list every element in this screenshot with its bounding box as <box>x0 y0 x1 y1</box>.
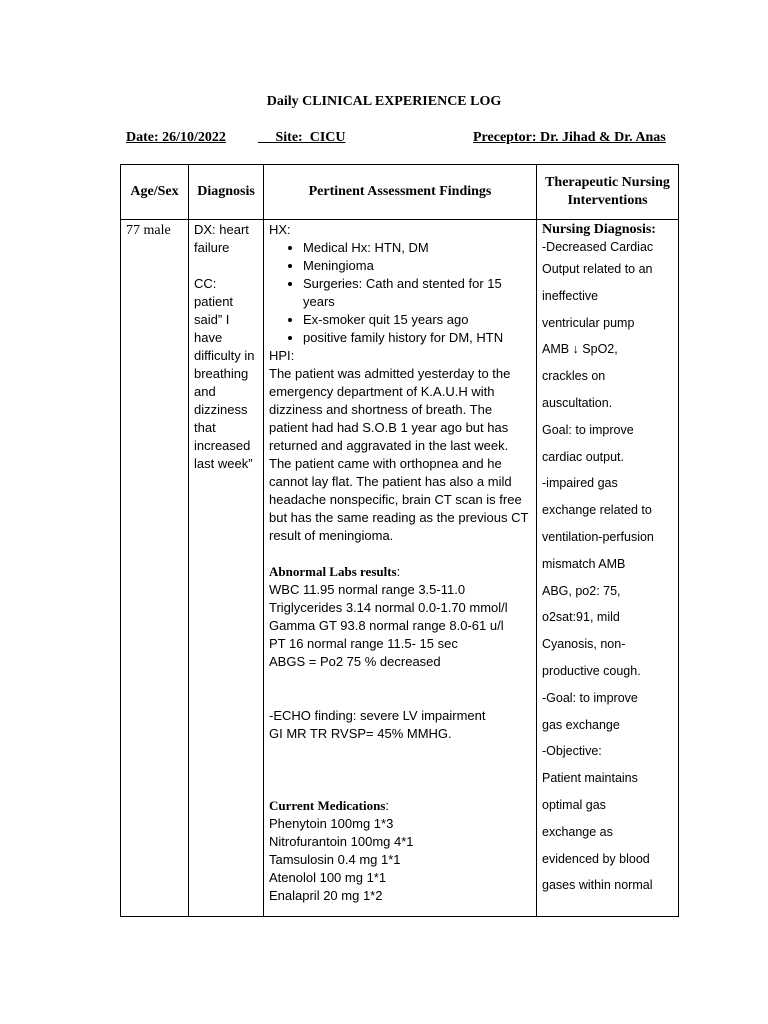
intervention-line: o2sat:91, mild <box>542 610 620 625</box>
hx-label: HX: <box>269 222 291 237</box>
intervention-line: ventricular pump <box>542 315 635 330</box>
column-header-interventions: Therapeutic Nursing Interventions <box>537 165 679 220</box>
lab-result: ABGS = Po2 75 % decreased <box>269 654 441 669</box>
intervention-line: optimal gas <box>542 797 606 812</box>
labs-label: Abnormal Labs results <box>269 564 397 579</box>
echo-finding-detail: GI MR TR RVSP= 45% MMHG. <box>269 726 452 741</box>
list-item: • Surgeries: Cath and stented for 15 years <box>303 275 531 311</box>
lab-result: Triglycerides 3.14 normal 0.0-1.70 mmol/l <box>269 600 508 615</box>
medication-item: Nitrofurantoin 100mg 4*1 <box>269 834 414 849</box>
intervention-line: -Objective: <box>542 744 602 759</box>
findings-cell <box>264 220 537 917</box>
meds-heading <box>269 797 531 815</box>
medication-item: Tamsulosin 0.4 mg 1*1 <box>269 852 401 867</box>
preceptor-field: Preceptor: Dr. Jihad & Dr. Anas <box>473 130 666 145</box>
labs-colon: : <box>396 564 401 579</box>
medication-item: Phenytoin 100mg 1*3 <box>269 816 394 831</box>
labs-heading <box>269 563 531 581</box>
age-sex-cell: 77 male <box>121 220 189 917</box>
clinical-log-table <box>120 164 679 917</box>
echo-finding: -ECHO finding: severe LV impairment <box>269 708 486 723</box>
nursing-diagnosis-heading: Nursing Diagnosis: <box>542 222 656 237</box>
intervention-line: exchange related to <box>542 503 652 518</box>
interventions-cell <box>537 220 679 917</box>
chief-complaint: CC: patient said” I have difficulty in breathing and dizziness that increased last week” <box>194 276 255 471</box>
hpi-text: The patient was admitted yesterday to the emergency department of K.A.U.H with dizziness and shortness of breath. The patient had had S.O.B 1 year ago but has returned and aggravated in the last week. The patient came with orthopnea and he cannot lay flat. The patient has also a mild headache nonspecific, brain CT scan is free but has the same reading as the previous CT result of meningioma. <box>269 366 529 543</box>
list-item: • positive family history for DM, HTN <box>303 329 531 347</box>
column-header-age-sex: Age/Sex <box>121 165 189 220</box>
meds-label: Current Medications <box>269 798 386 813</box>
intervention-line: exchange as <box>542 824 613 839</box>
intervention-line: gases within normal <box>542 878 653 893</box>
list-item: • Meningioma <box>303 257 531 275</box>
intervention-line: ABG, po2: 75, <box>542 583 621 598</box>
lab-result: PT 16 normal range 11.5- 15 sec <box>269 636 458 651</box>
meds-colon: : <box>385 798 390 813</box>
intervention-line: -Goal: to improve <box>542 690 638 705</box>
intervention-line: gas exchange <box>542 717 620 732</box>
site-field: Site: CICU <box>258 130 346 145</box>
page-title: Daily CLINICAL EXPERIENCE LOG <box>266 94 502 109</box>
intervention-line: productive cough. <box>542 663 641 678</box>
intervention-line: ineffective <box>542 288 599 303</box>
hpi-label: HPI: <box>269 348 295 363</box>
intervention-line: evidenced by blood <box>542 851 650 866</box>
intervention-line: Output related to an <box>542 262 653 276</box>
intervention-line: -Decreased Cardiac <box>542 240 654 254</box>
medication-item: Atenolol 100 mg 1*1 <box>269 870 387 885</box>
table-header-row <box>121 165 679 220</box>
table-row <box>121 220 679 917</box>
column-header-findings: Pertinent Assessment Findings <box>264 165 537 220</box>
intervention-line: crackles on <box>542 369 606 384</box>
medication-item: Enalapril 20 mg 1*2 <box>269 888 383 903</box>
intervention-line: auscultation. <box>542 395 613 410</box>
intervention-line: cardiac output. <box>542 449 624 464</box>
column-header-diagnosis: Diagnosis <box>189 165 264 220</box>
hx-list <box>269 239 531 347</box>
lab-result: WBC 11.95 normal range 3.5-11.0 <box>269 582 466 597</box>
list-item: • Medical Hx: HTN, DM <box>303 239 531 257</box>
intervention-line: AMB ↓ SpO2, <box>542 342 618 357</box>
intervention-line: -impaired gas <box>542 476 618 491</box>
date-field: Date: 26/10/2022 <box>126 130 226 145</box>
diagnosis-dx: DX: heart failure <box>194 222 249 255</box>
intervention-line: mismatch AMB <box>542 556 626 571</box>
diagnosis-cell <box>189 220 264 917</box>
lab-result: Gamma GT 93.8 normal range 8.0-61 u/l <box>269 618 504 633</box>
intervention-line: ventilation-perfusion <box>542 529 654 544</box>
intervention-line: Patient maintains <box>542 771 638 786</box>
intervention-line: Cyanosis, non- <box>542 637 626 652</box>
intervention-line: Goal: to improve <box>542 422 634 437</box>
list-item: • Ex-smoker quit 15 years ago <box>303 311 531 329</box>
